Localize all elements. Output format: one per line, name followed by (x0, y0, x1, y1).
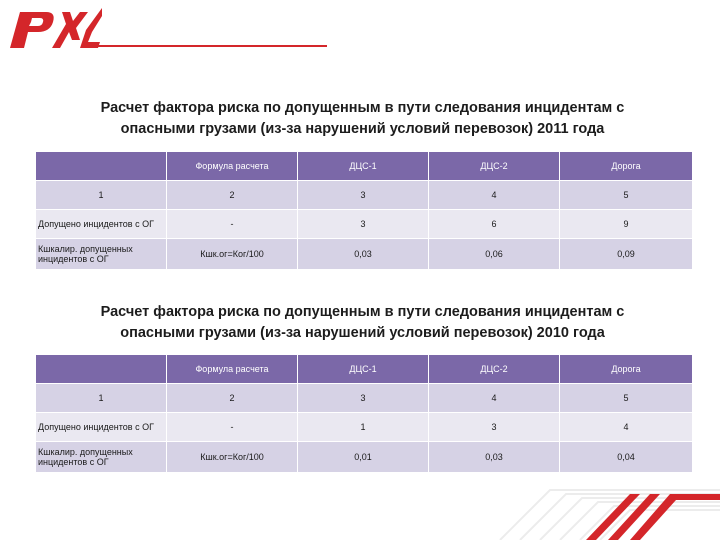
table-cell: 9 (560, 210, 693, 239)
table-cell: 1 (36, 181, 167, 210)
table-cell: 0,04 (560, 442, 693, 473)
table-cell: 5 (560, 181, 693, 210)
table-cell: 3 (298, 210, 429, 239)
table-cell: 5 (560, 384, 693, 413)
decorative-rails-graphic (490, 470, 720, 540)
header-cell: Дорога (560, 152, 693, 181)
table-cell: 0,03 (429, 442, 560, 473)
table-cell: 0,03 (298, 239, 429, 270)
title-line: Расчет фактора риска по допущенным в пути следования инцидентам с (100, 100, 625, 116)
table-row (36, 442, 693, 473)
table-row (36, 239, 693, 270)
table-cell: 6 (429, 210, 560, 239)
table-row (36, 181, 693, 210)
header-cell: Формула расчета (167, 355, 298, 384)
header-cell: ДЦС-2 (429, 152, 560, 181)
table-title-2011 (40, 98, 685, 140)
table-cell: Кшк.ог=Ког/100 (167, 239, 298, 270)
table-cell: 2 (167, 384, 298, 413)
table-cell: 4 (429, 181, 560, 210)
header-cell (36, 355, 167, 384)
table-row (36, 384, 693, 413)
rzd-logo (6, 4, 102, 50)
table-cell: - (167, 210, 298, 239)
table-header-row (36, 355, 693, 384)
table-cell: 1 (36, 384, 167, 413)
header-rule (97, 45, 327, 47)
row-label: Кшкалир. допущенных инцидентов с ОГ (36, 239, 167, 270)
table-row (36, 413, 693, 442)
table-cell: 0,06 (429, 239, 560, 270)
header-cell (36, 152, 167, 181)
header-cell: ДЦС-1 (298, 152, 429, 181)
title-line: Расчет фактора риска по допущенным в пути следования инцидентам с (100, 304, 625, 320)
row-label: Кшкалир. допущенных инцидентов с ОГ (36, 442, 167, 473)
title-line: опасными грузами (из-за нарушений условий перевозок) 2010 года (120, 325, 605, 341)
table-cell: 0,01 (298, 442, 429, 473)
table-cell: 3 (429, 413, 560, 442)
table-cell: 2 (167, 181, 298, 210)
table-header-row (36, 152, 693, 181)
header-cell: ДЦС-1 (298, 355, 429, 384)
table-cell: 4 (560, 413, 693, 442)
table-cell: 3 (298, 384, 429, 413)
table-cell: 3 (298, 181, 429, 210)
table-cell: 0,09 (560, 239, 693, 270)
title-line: опасными грузами (из-за нарушений условий перевозок) 2011 года (120, 121, 605, 137)
table-row (36, 210, 693, 239)
risk-table-2011 (36, 152, 693, 270)
risk-table-2010 (36, 355, 693, 473)
table-cell: 1 (298, 413, 429, 442)
row-label: Допущено инцидентов с ОГ (36, 413, 167, 442)
header-cell: Формула расчета (167, 152, 298, 181)
row-label: Допущено инцидентов с ОГ (36, 210, 167, 239)
table-title-2010 (40, 302, 685, 344)
table-cell: 4 (429, 384, 560, 413)
table-cell: Кшк.ог=Ког/100 (167, 442, 298, 473)
header-cell: Дорога (560, 355, 693, 384)
table-cell: - (167, 413, 298, 442)
header-cell: ДЦС-2 (429, 355, 560, 384)
